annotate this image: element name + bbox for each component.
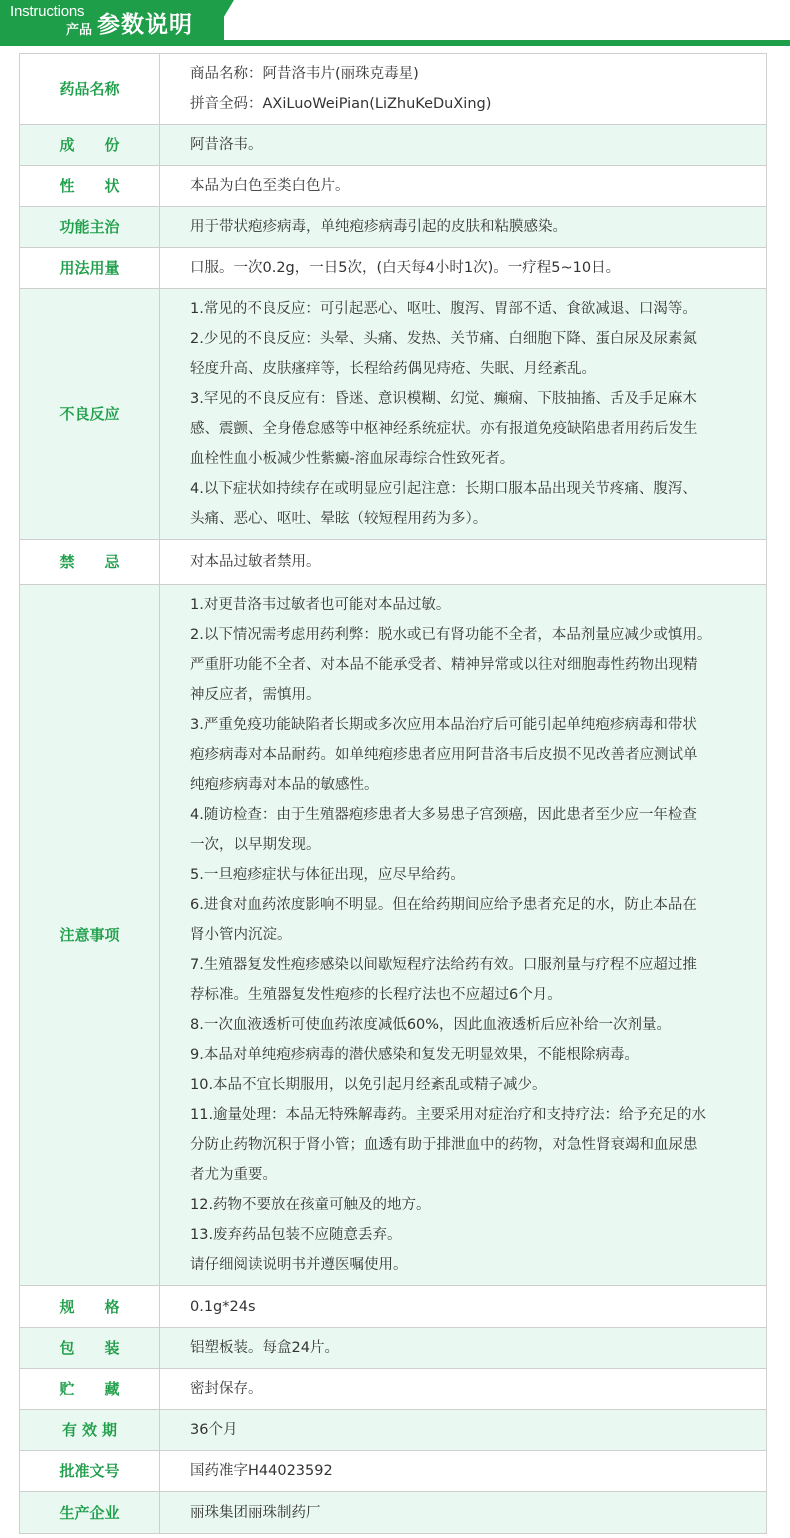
value-line: 阿昔洛韦。: [190, 137, 263, 153]
value-line: 4.以下症状如持续存在或明显应引起注意：长期口服本品出现关节疼痛、腹泻、: [190, 481, 697, 497]
row-approval: [20, 1451, 767, 1492]
spec-table: [19, 53, 767, 1534]
row-name: [20, 54, 767, 125]
value-line: 7.生殖器复发性疱疹感染以间歇短程疗法给药有效。口服剂量与疗程不应超过推: [190, 957, 697, 973]
row-validity: [20, 1410, 767, 1451]
value-line: 10.本品不宜长期服用，以免引起月经紊乱或精子减少。: [190, 1077, 547, 1093]
value-line: 1.常见的不良反应：可引起恶心、呕吐、腹泻、胃部不适、食欲减退、口渴等。: [190, 301, 697, 317]
row-value: [160, 1286, 767, 1328]
value-line: 4.随访检查：由于生殖器疱疹患者大多易患子宫颈癌，因此患者至少应一年检查: [190, 807, 697, 823]
value-line: 本品为白色至类白色片。: [190, 178, 350, 194]
row-label: [20, 1410, 160, 1451]
value-line: 密封保存。: [190, 1381, 263, 1397]
value-line: 拼音全码：AXiLuoWeiPian(LiZhuKeDuXing): [190, 96, 492, 112]
row-label: [20, 166, 160, 207]
value-line: 者尤为重要。: [190, 1167, 277, 1183]
value-line: 神反应者，需慎用。: [190, 687, 321, 703]
value-line: 8.一次血液透析可使血药浓度减低60%，因此血液透析后应补给一次剂量。: [190, 1017, 672, 1033]
value-line: 0.1g*24s: [190, 1298, 256, 1315]
value-line: 丽珠集团丽珠制药厂: [190, 1504, 321, 1521]
row-label-text: 包装: [59, 1339, 150, 1357]
row-value: [160, 207, 767, 248]
header-small-label: 产品: [66, 23, 93, 38]
value-line: 1.对更昔洛韦过敏者也可能对本品过敏。: [190, 597, 451, 613]
row-label: [20, 540, 160, 585]
value-line: 血栓性血小板减少性紫癜-溶血尿毒综合性致死者。: [190, 451, 515, 467]
value-line: 一次，以早期发现。: [190, 837, 321, 853]
row-storage: [20, 1369, 767, 1410]
row-value: [160, 125, 767, 166]
section-header: [0, 0, 790, 46]
row-adverse-reactions: [20, 289, 767, 540]
value-line: 13.废弃药品包装不应随意丢弃。: [190, 1227, 402, 1243]
row-package: [20, 1328, 767, 1369]
row-spec: [20, 1286, 767, 1328]
row-value: [160, 1328, 767, 1369]
value-line: 严重肝功能不全者、对本品不能承受者、精神异常或以往对细胞毒性药物出现精: [190, 657, 698, 673]
row-value: [160, 1451, 767, 1492]
row-value: [160, 540, 767, 585]
row-character: [20, 166, 767, 207]
header-rule: [0, 40, 790, 46]
value-line: 荐标准。生殖器复发性疱疹的长程疗法也不应超过6个月。: [190, 987, 562, 1003]
value-line: 5.一旦疱疹症状与体征出现，应尽早给药。: [190, 867, 465, 883]
row-label: 药品名称: [20, 54, 160, 125]
row-value: [160, 166, 767, 207]
row-value: [160, 585, 767, 1286]
row-contraindication: [20, 540, 767, 585]
row-label: 生产企业: [20, 1492, 160, 1534]
row-value: [160, 289, 767, 540]
value-line: 36个月: [190, 1422, 238, 1438]
value-line: 用于带状疱疹病毒，单纯疱疹病毒引起的皮肤和粘膜感染。: [190, 219, 567, 235]
row-label: [20, 125, 160, 166]
value-line: 肾小管内沉淀。: [190, 927, 292, 943]
value-line: 2.少见的不良反应：头晕、头痛、发热、关节痛、白细胞下降、蛋白尿及尿素氮: [190, 331, 697, 347]
row-label: [20, 1369, 160, 1410]
value-line: 感、震颤、全身倦怠感等中枢神经系统症状。亦有报道免疫缺陷患者用药后发生: [190, 421, 698, 437]
value-line: 口服。一次0.2g，一日5次，(白天每4小时1次)。一疗程5~10日。: [190, 260, 621, 276]
row-label: [20, 1328, 160, 1369]
row-label-text: 规格: [59, 1297, 150, 1316]
header-english: Instructions: [10, 3, 85, 20]
value-line: 纯疱疹病毒对本品的敏感性。: [190, 777, 379, 793]
value-line: 6.进食对血药浓度影响不明显。但在给药期间应给予患者充足的水，防止本品在: [190, 897, 697, 913]
row-label: [20, 1286, 160, 1328]
row-value: [160, 1492, 767, 1534]
row-composition: [20, 125, 767, 166]
row-label-text: 贮藏: [59, 1380, 150, 1398]
value-line: 头痛、恶心、呕吐、晕眩（较短程用药为多）。: [190, 511, 488, 527]
header-title: 参数说明: [97, 12, 193, 38]
value-line: 国药准字H44023592: [190, 1463, 333, 1479]
value-line: 2.以下情况需考虑用药利弊：脱水或已有肾功能不全者，本品剂量应减少或慎用。: [190, 627, 712, 643]
value-line: 9.本品对单纯疱疹病毒的潜伏感染和复发无明显效果，不能根除病毒。: [190, 1047, 639, 1063]
row-precautions: [20, 585, 767, 1286]
row-label: 批准文号: [20, 1451, 160, 1492]
row-manufacturer: [20, 1492, 767, 1534]
value-line: 11.逾量处理：本品无特殊解毒药。主要采用对症治疗和支持疗法：给予充足的水: [190, 1107, 707, 1123]
header-tab-slant: [210, 0, 234, 40]
value-line: 铝塑板装。每盒24片。: [190, 1340, 339, 1356]
value-line: 轻度升高、皮肤瘙痒等，长程给药偶见痔疮、失眠、月经紊乱。: [190, 361, 596, 377]
row-label: 用法用量: [20, 248, 160, 289]
value-line: 请仔细阅读说明书并遵医嘱使用。: [190, 1257, 408, 1273]
row-label: 功能主治: [20, 207, 160, 248]
value-line: 疱疹病毒对本品耐药。如单纯疱疹患者应用阿昔洛韦后皮损不见改善者应测试单: [190, 747, 698, 763]
row-label-text: 成份: [59, 136, 150, 154]
row-label-text: 性状: [59, 177, 150, 195]
row-value: [160, 248, 767, 289]
row-value: [160, 1369, 767, 1410]
row-label: 不良反应: [20, 289, 160, 540]
value-line: 3.严重免疫功能缺陷者长期或多次应用本品治疗后可能引起单纯疱疹病毒和带状: [190, 717, 697, 733]
row-value: [160, 54, 767, 125]
value-line: 12.药物不要放在孩童可触及的地方。: [190, 1197, 431, 1213]
value-line: 分防止药物沉积于肾小管；血透有助于排泄血中的药物，对急性肾衰竭和血尿患: [190, 1137, 698, 1153]
value-line: 商品名称：阿昔洛韦片(丽珠克毒星): [190, 66, 419, 82]
row-dosage: [20, 248, 767, 289]
row-value: [160, 1410, 767, 1451]
row-indication: [20, 207, 767, 248]
row-label: 注意事项: [20, 585, 160, 1286]
value-line: 对本品过敏者禁用。: [190, 554, 321, 570]
row-label-text: 禁忌: [59, 553, 150, 571]
value-line: 3.罕见的不良反应有：昏迷、意识模糊、幻觉、癫痫、下肢抽搐、舌及手足麻木: [190, 391, 697, 407]
row-label-text: 有效期: [61, 1421, 122, 1439]
